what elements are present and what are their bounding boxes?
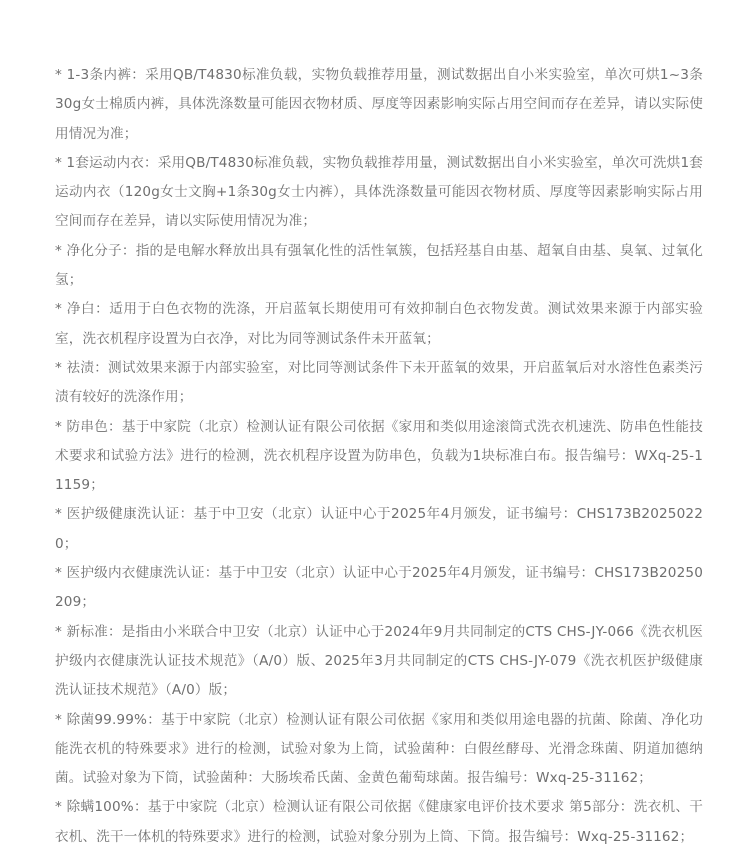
footnote-sterilization: * 除菌99.99%：基于中家院（北京）检测认证有限公司依据《家用和类似用途电器的抗菌、除菌、净化功能洗衣机的特殊要求》进行的检测，试验对象为上筒，试验菌种：白假丝酵母、光滑念珠菌、阴道加德纳菌。试验对象为下筒，试验菌种：大肠埃希氏菌、金黄色葡萄球菌。报告编号：Wxq-25-31162； (55, 711, 703, 787)
footnotes-list (55, 61, 703, 852)
footnote-purifying-molecule: * 净化分子：指的是电解水释放出具有强氧化性的活性氧簇，包括羟基自由基、超氧自由基、臭氧、过氧化氢； (55, 242, 703, 289)
footnote-sports-bra-capacity: * 1套运动内衣：采用QB/T4830标准负载，实物负载推荐用量，测试数据出自小米实验室，单次可洗烘1套运动内衣（120g女士文胸+1条30g女士内裤），具体洗涤数量可能因衣物材质、厚度等因素影响实际占用空间而存在差异，请以实际使用情况为准； (55, 154, 703, 230)
footnote-new-standard: * 新标准：是指由小米联合中卫安（北京）认证中心于2024年9月共同制定的CTS CHS-JY-066《洗衣机医护级内衣健康洗认证技术规范》（A/0）版、2025年3月共同制定的CTS CHS-JY-079《洗衣机医护级健康洗认证技术规范》（A/0）版； (55, 623, 703, 699)
footnote-whitening: * 净白：适用于白色衣物的洗涤，开启蓝氧长期使用可有效抑制白色衣物发黄。测试效果来源于内部实验室，洗衣机程序设置为白衣净，对比为同等测试条件未开蓝氧； (55, 301, 703, 347)
footnote-stain-removal: * 祛渍：测试效果来源于内部实验室，对比同等测试条件下未开蓝氧的效果，开启蓝氧后对水溶性色素类污渍有较好的洗涤作用； (55, 359, 703, 406)
footnote-anti-color-transfer: * 防串色：基于中家院（北京）检测认证有限公司依据《家用和类似用途滚筒式洗衣机速洗、防串色性能技术要求和试验方法》进行的检测，洗衣机程序设置为防串色，负载为1块标准白布。报告编号：WXq-25-11159； (55, 418, 703, 494)
footnote-mite-removal: * 除螨100%：基于中家院（北京）检测认证有限公司依据《健康家电评价技术要求 第5部分：洗衣机、干衣机、洗干一体机的特殊要求》进行的检测，试验对象分别为上筒、下筒。报告编号：Wxq-25-31162； (55, 799, 703, 845)
footnote-medical-grade-underwear-cert: * 医护级内衣健康洗认证：基于中卫安（北京）认证中心于2025年4月颁发，证书编号：CHS173B20250209； (55, 565, 703, 611)
footnote-underwear-capacity: * 1-3条内裤：采用QB/T4830标准负载，实物负载推荐用量，测试数据出自小米实验室，单次可烘1~3条30g女士棉质内裤，具体洗涤数量可能因衣物材质、厚度等因素影响实际占用空间而存在差异，请以实际使用情况为准； (55, 67, 703, 142)
footnote-medical-grade-wash-cert: * 医护级健康洗认证：基于中卫安（北京）认证中心于2025年4月颁发，证书编号：CHS173B20250220； (55, 506, 703, 552)
